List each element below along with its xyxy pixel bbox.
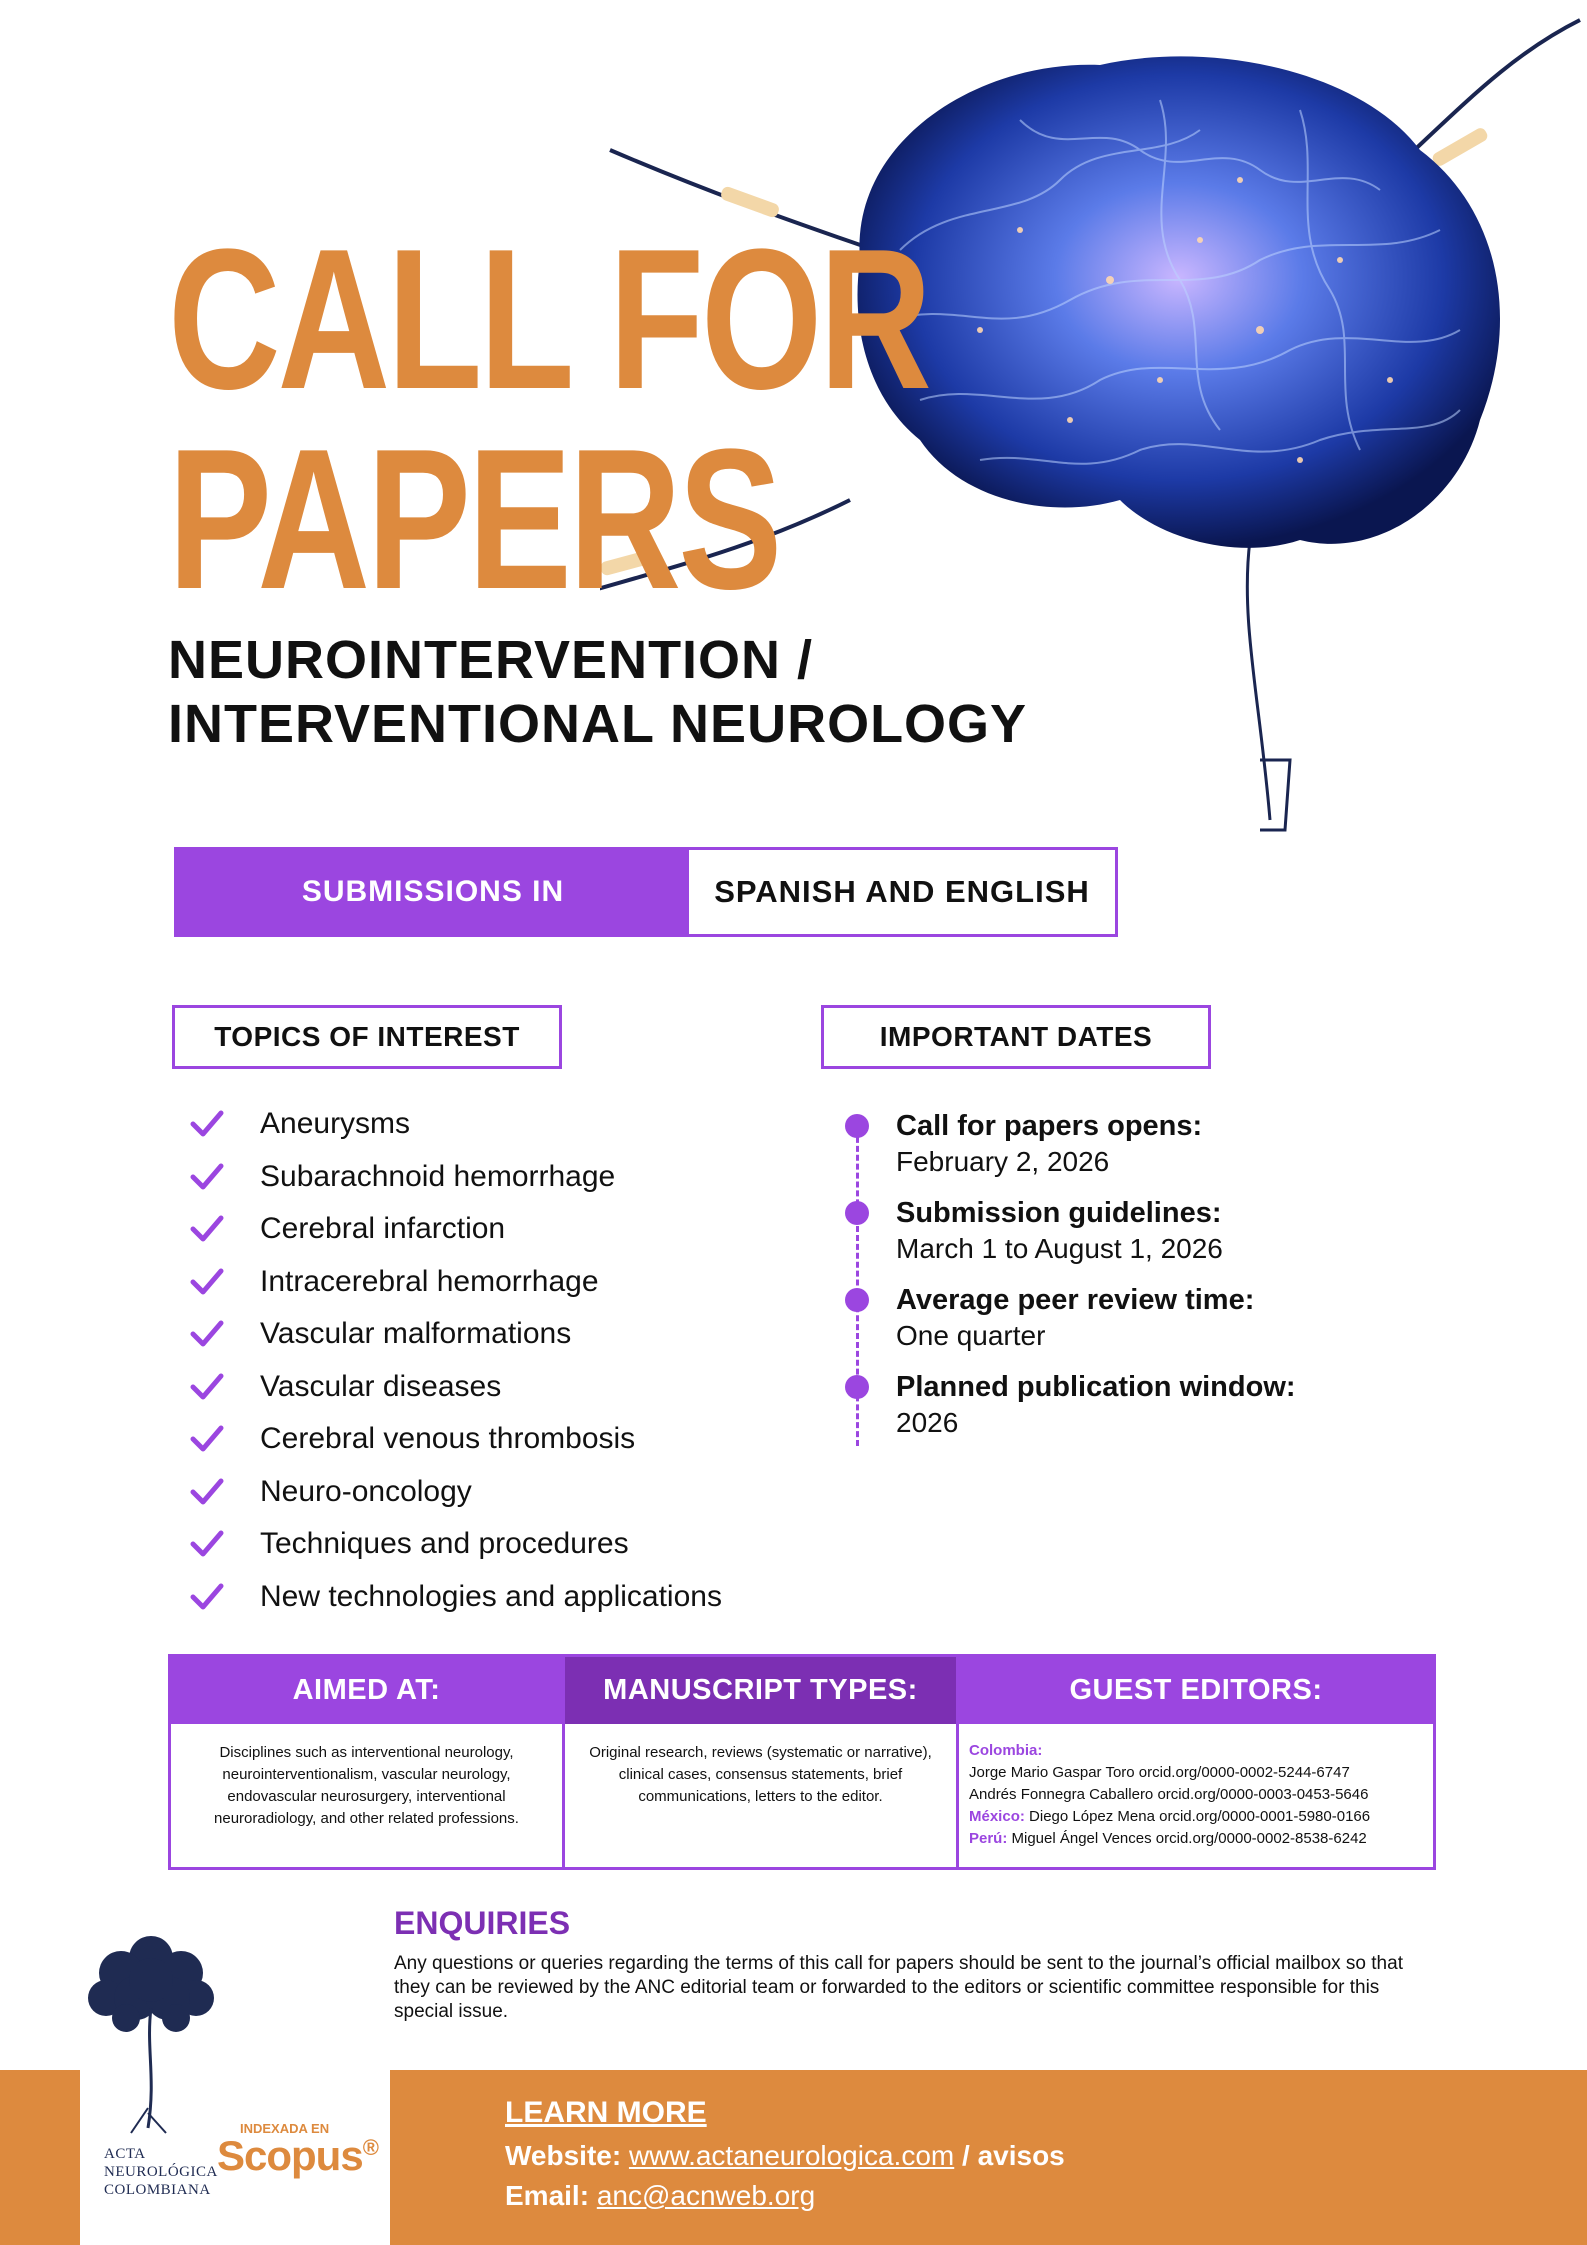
journal-name-line: NEUROLÓGICA [104,2164,218,2180]
topics-list [190,1098,722,1623]
topic-label: Cerebral venous thrombosis [260,1422,636,1456]
date-value: 2026 [896,1407,959,1438]
date-label: Call for papers opens: [896,1110,1203,1142]
guest-editors-column [956,1654,1436,1870]
manuscript-types-column [562,1654,956,1870]
website-label: Website: [505,2140,622,2171]
email-link[interactable]: anc@acnweb.org [596,2180,816,2211]
subtitle-line-1: NEUROINTERVENTION / [168,630,814,690]
topic-label: Techniques and procedures [260,1527,629,1561]
check-icon [190,1319,260,1349]
guest-editors-list [959,1724,1433,1867]
list-item [190,1098,722,1151]
timeline-dot-icon [845,1288,869,1312]
enquiries-heading: ENQUIRIES [394,1905,571,1941]
website-line [505,2140,1065,2172]
country-label: Perú: [969,1830,1008,1847]
topic-label: Subarachnoid hemorrhage [260,1159,616,1193]
learn-more-link[interactable]: LEARN MORE [505,2096,707,2129]
website-link[interactable]: www.actaneurologica.com [628,2140,955,2171]
journal-name [104,2145,218,2199]
check-icon [190,1162,260,1192]
topic-label: Vascular malformations [260,1317,572,1351]
date-label: Submission guidelines: [896,1197,1222,1229]
journal-logo [76,1928,226,2142]
country-label: México: [969,1808,1025,1825]
page-subtitle [168,628,1027,756]
aimed-at-heading: AIMED AT: [171,1657,562,1724]
list-item [190,1361,722,1414]
title-line-1: CALL FOR [168,208,929,431]
check-icon [190,1267,260,1297]
email-label: Email: [505,2180,590,2211]
manuscript-types-heading: MANUSCRIPT TYPES: [565,1657,956,1724]
list-item [190,1413,722,1466]
journal-name-line: ACTA [104,2146,146,2162]
timeline-dot-icon [845,1375,869,1399]
info-table [168,1654,1436,1870]
submissions-value: SPANISH AND ENGLISH [714,874,1090,909]
topic-label: Neuro-oncology [260,1474,472,1508]
list-item [190,1151,722,1204]
guest-editors-heading: GUEST EDITORS: [959,1657,1433,1724]
scopus-logo [217,2132,378,2180]
manuscript-types-text: Original research, reviews (systematic or narrative), clinical cases, consensus statements, brief communications, letters to the editor. [589,1744,932,1805]
tree-icon [76,1928,226,2138]
subtitle-line-2: INTERVENTIONAL NEUROLOGY [168,694,1028,754]
aimed-at-text: Disciplines such as interventional neurology, neurointerventionalism, vascular neurology, endovascular neurosurgery, interventional neuroradiology, and other related professions. [214,1744,519,1827]
check-icon [190,1109,260,1139]
dates-timeline [845,1108,1405,1456]
list-item [190,1466,722,1519]
date-item [845,1108,1405,1195]
dates-heading: IMPORTANT DATES [821,1005,1211,1069]
date-label: Planned publication window: [896,1371,1296,1403]
check-icon [190,1424,260,1454]
title-line-2: PAPERS [168,408,780,631]
list-item [190,1308,722,1361]
date-item [845,1369,1405,1456]
list-item [190,1571,722,1624]
aimed-at-column [168,1654,562,1870]
date-label: Average peer review time: [896,1284,1255,1316]
date-item [845,1282,1405,1369]
editor-entry: Miguel Ángel Vences orcid.org/0000-0002-8538-6242 [1011,1830,1367,1847]
timeline-dot-icon [845,1114,869,1138]
journal-name-line: COLOMBIANA [104,2182,211,2198]
editor-entry: Diego López Mena orcid.org/0000-0001-5980-0166 [1029,1808,1371,1825]
list-item [190,1203,722,1256]
editor-entry: Jorge Mario Gaspar Toro orcid.org/0000-0002-5244-6747 [969,1764,1350,1781]
check-icon [190,1529,260,1559]
date-value: March 1 to August 1, 2026 [896,1233,1223,1264]
editor-entry: Andrés Fonnegra Caballero orcid.org/0000-0003-0453-5646 [969,1786,1369,1803]
check-icon [190,1214,260,1244]
scopus-indexed-label: INDEXADA EN [240,2121,330,2136]
website-suffix: / avisos [954,2140,1065,2171]
date-item [845,1195,1405,1282]
list-item [190,1256,722,1309]
date-value: February 2, 2026 [896,1146,1110,1177]
submissions-label: SUBMISSIONS IN [177,850,689,934]
topic-label: New technologies and applications [260,1579,722,1613]
list-item [190,1518,722,1571]
country-label: Colombia: [969,1742,1043,1759]
topic-label: Cerebral infarction [260,1212,506,1246]
timeline-dot-icon [845,1201,869,1225]
check-icon [190,1477,260,1507]
check-icon [190,1372,260,1402]
date-value: One quarter [896,1320,1046,1351]
topic-label: Vascular diseases [260,1369,502,1403]
topic-label: Intracerebral hemorrhage [260,1264,599,1298]
registered-mark: ® [362,2135,378,2160]
email-line [505,2180,815,2212]
check-icon [190,1582,260,1612]
enquiries-text: Any questions or queries regarding the terms of this call for papers should be sent to the journal’s official mailbox so that they can be reviewed by the ANC editorial team or forwarded to the editors or scientific committee responsible for this special issue. [394,1953,1403,2022]
topic-label: Aneurysms [260,1107,411,1141]
scopus-name: Scopus [217,2132,363,2179]
topics-heading: TOPICS OF INTEREST [172,1005,562,1069]
submissions-bar [174,847,1118,937]
page-title [168,208,929,631]
